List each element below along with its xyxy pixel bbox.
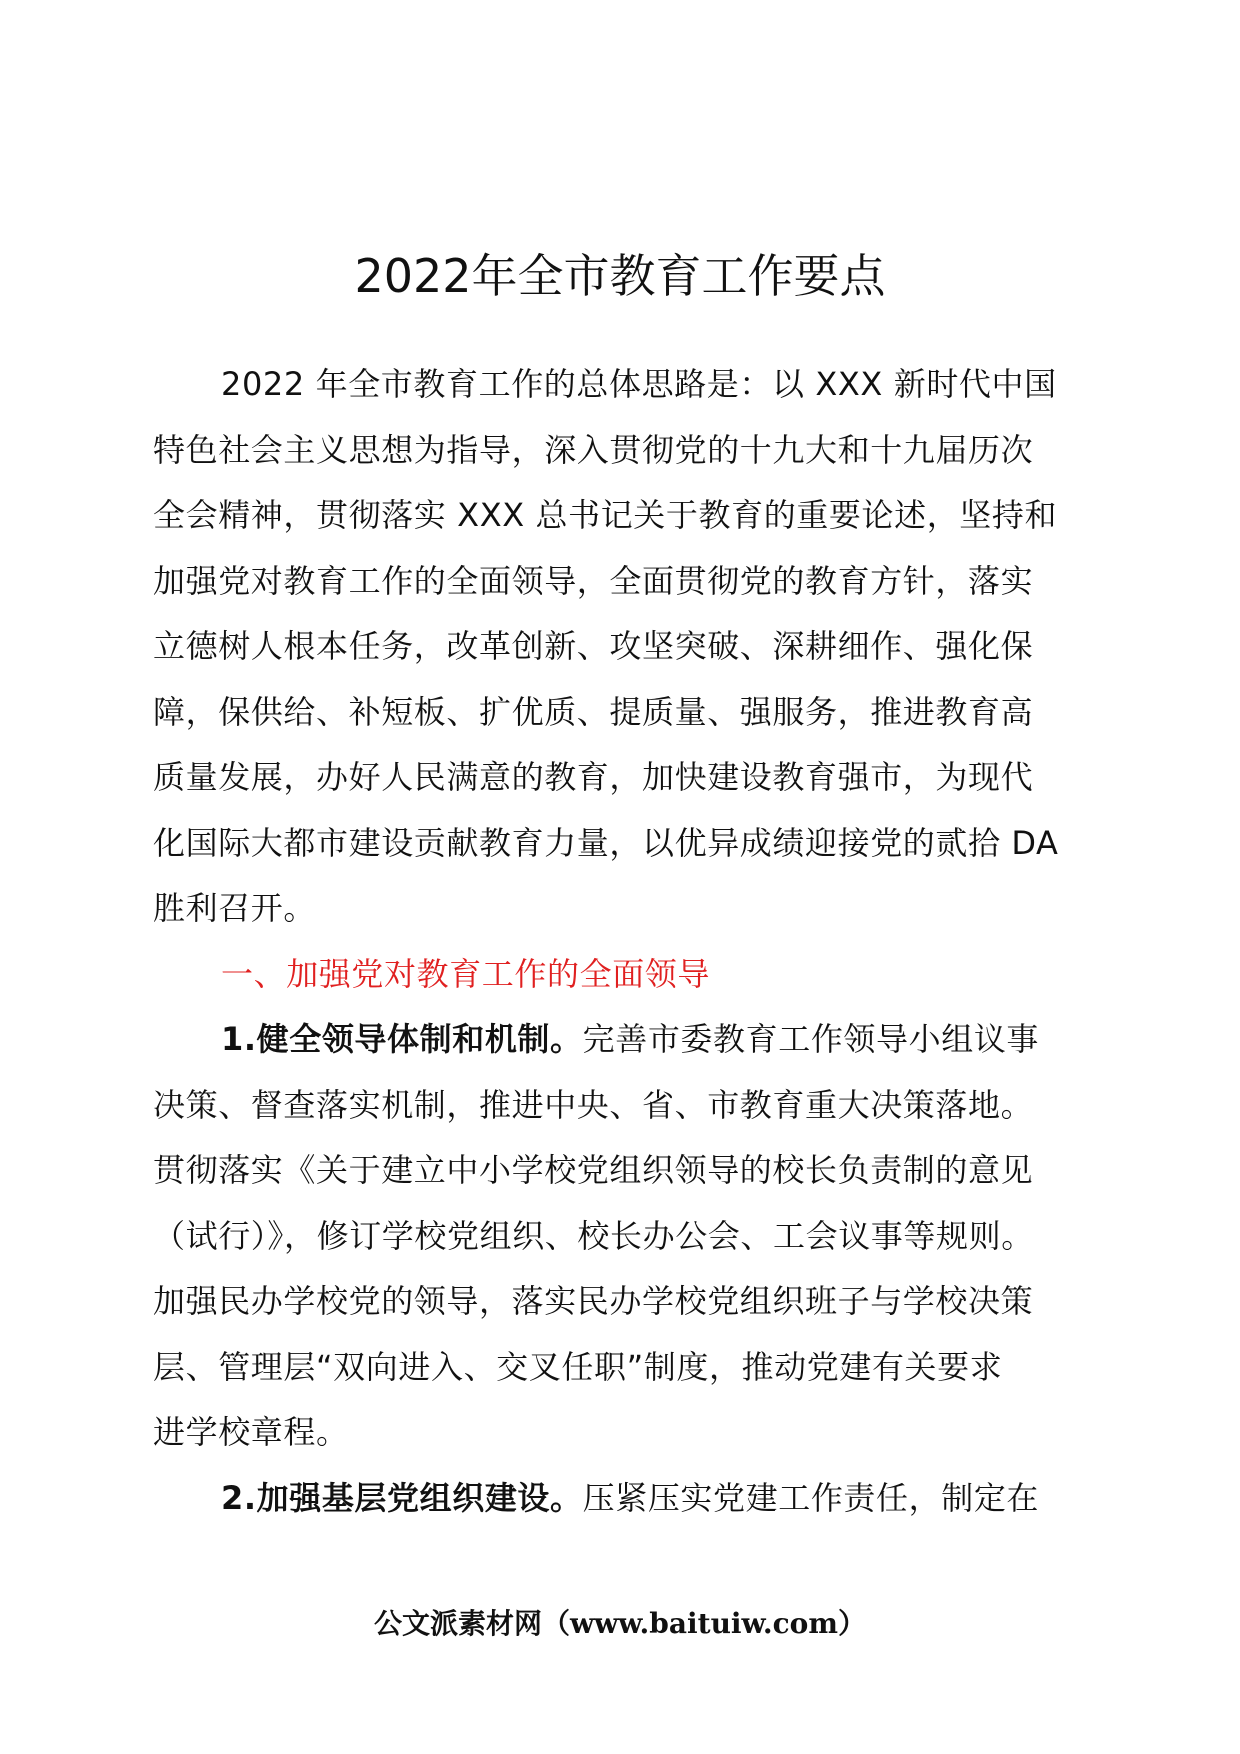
item-1-first-line xyxy=(153,1007,1093,1073)
item-2-title: 2.加强基层党组织建设。 xyxy=(221,1478,583,1517)
paragraph-line: 胜利召开。 xyxy=(153,889,317,927)
paragraph-line: 进学校章程。 xyxy=(153,1413,349,1451)
paragraph-line: 特色社会主义思想为指导，深入贯彻党的十九大和十九届历次 xyxy=(153,430,1034,469)
paragraph-line: （试行）》，修订学校党组织、校长办公会、工会议事等规则。 xyxy=(153,1216,1034,1255)
item-2-text: 压紧压实党建工作责任，制定在 xyxy=(582,1478,1040,1517)
paragraph-line: 立德树人根本任务，改革创新、攻坚突破、深耕细作、强化保 xyxy=(153,627,1034,665)
item-1-text: 完善市委教育工作领导小组议事 xyxy=(582,1020,1040,1058)
paragraph-line: 全会精神，贯彻落实 XXX 总书记关于教育的重要论述，坚持和 xyxy=(153,496,1058,534)
item-2-first-line xyxy=(153,1466,1093,1532)
item-1-title: 1.健全领导体制和机制。 xyxy=(221,1020,583,1058)
paragraph-line: 质量发展，办好人民满意的教育，加快建设教育强市，为现代 xyxy=(153,758,1034,796)
paragraph-line: 障，保供给、补短板、扩优质、提质量、强服务，推进教育高 xyxy=(153,692,1034,731)
paragraph-line: 加强民办学校党的领导，落实民办学校党组织班子与学校决策 xyxy=(153,1282,1034,1320)
paragraph-line: 化国际大都市建设贡献教育力量，以优异成绩迎接党的贰拾 DA xyxy=(153,823,1059,862)
section-heading: 一、加强党对教育工作的全面领导 xyxy=(221,954,711,993)
paragraph-line: 层、管理层“双向进入、交叉任职”制度，推动党建有关要求 xyxy=(153,1347,1003,1386)
paragraph-line: 贯彻落实《关于建立中小学校党组织领导的校长负责制的意见 xyxy=(153,1151,1034,1189)
document-body xyxy=(153,352,1093,1531)
paragraph-line: 2022 年全市教育工作的总体思路是：以 XXX 新时代中国 xyxy=(221,365,1057,403)
document-title: 2022年全市教育工作要点 xyxy=(354,249,886,303)
paragraph-line: 加强党对教育工作的全面领导，全面贯彻党的教育方针，落实 xyxy=(153,561,1034,600)
paragraph-line: 决策、督查落实机制，推进中央、省、市教育重大决策落地。 xyxy=(153,1085,1034,1124)
page-footer: 公文派素材网（www.baituiw.com） xyxy=(374,1607,866,1640)
